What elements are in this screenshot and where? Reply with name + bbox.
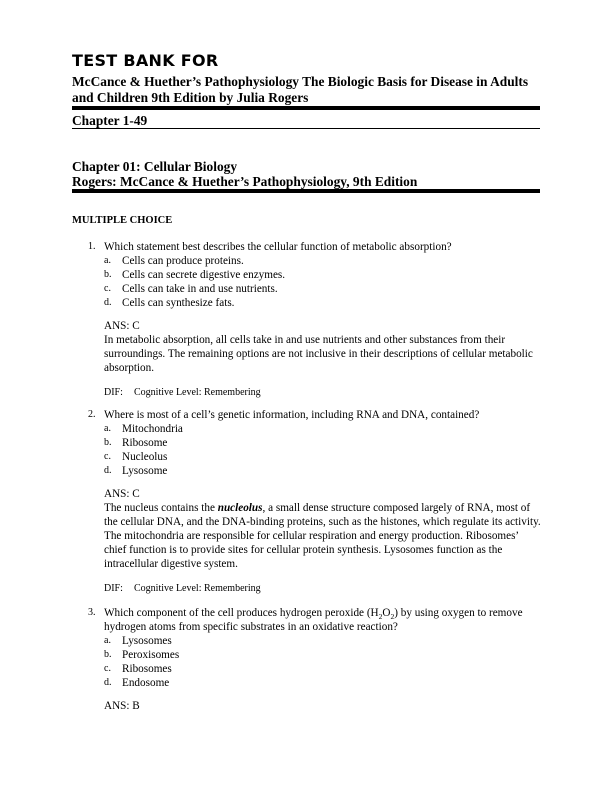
book-title: McCance & Huether’s Pathophysiology The Biologic Basis for Disease in Adults and Children 9th Edition by Julia Rogers [72, 74, 529, 105]
header-rule-thin [72, 128, 540, 129]
question-3 [88, 606, 543, 713]
option-text: Ribosome [122, 437, 168, 449]
chapter-rule [72, 189, 540, 193]
option-b [104, 648, 543, 662]
option-b [104, 268, 543, 282]
option-text: Mitochondria [122, 423, 183, 435]
question-2 [88, 408, 543, 596]
option-text: Cells can produce proteins. [122, 255, 244, 267]
option-letter: d. [104, 677, 112, 688]
option-letter: d. [104, 465, 112, 476]
question-number: 1. [88, 241, 96, 252]
option-letter: b. [104, 437, 112, 448]
answer: ANS: C [104, 488, 140, 500]
rationale [104, 501, 543, 571]
chapter-range: Chapter 1-49 [72, 113, 148, 128]
chapter-title: Chapter 01: Cellular Biology [72, 159, 238, 174]
stem-text: O [382, 607, 391, 619]
option-a [104, 254, 543, 268]
option-d [104, 464, 543, 478]
difficulty-value: Cognitive Level: Remembering [134, 387, 261, 398]
option-text: Lysosome [122, 465, 168, 477]
option-c [104, 450, 543, 464]
difficulty [104, 386, 543, 400]
option-a [104, 634, 543, 648]
question-stem [104, 606, 543, 634]
option-text: Endosome [122, 677, 170, 689]
option-letter: d. [104, 297, 112, 308]
difficulty [104, 582, 543, 596]
option-c [104, 282, 543, 296]
option-text: Cells can synthesize fats. [122, 297, 235, 309]
option-letter: a. [104, 255, 111, 266]
option-text: Cells can secrete digestive enzymes. [122, 269, 286, 281]
option-letter: b. [104, 649, 112, 660]
subscript: 2 [390, 612, 395, 622]
difficulty-label: DIF: [104, 387, 123, 398]
question-number: 2. [88, 409, 96, 420]
test-bank-title: TEST BANK FOR [72, 51, 219, 70]
option-text: Lysosomes [122, 635, 172, 647]
chapter-subtitle: Rogers: McCance & Huether’s Pathophysiology, 9th Edition [72, 174, 418, 189]
question-stem: Which statement best describes the cellular function of metabolic absorption? [104, 241, 452, 253]
option-text: Nucleolus [122, 451, 168, 463]
section-heading: MULTIPLE CHOICE [72, 215, 173, 226]
question-stem: Where is most of a cell’s genetic information, including RNA and DNA, contained? [104, 409, 480, 421]
option-letter: c. [104, 451, 111, 462]
option-d [104, 676, 543, 690]
option-text: Ribosomes [122, 663, 172, 675]
option-c [104, 662, 543, 676]
question-number: 3. [88, 607, 96, 618]
option-letter: c. [104, 663, 111, 674]
answer: ANS: C [104, 320, 140, 332]
stem-text: ) by using oxygen to remove hydrogen atoms from specific substrates in an oxidative reaction? [104, 607, 523, 633]
option-b [104, 436, 543, 450]
option-d [104, 296, 543, 310]
difficulty-label: DIF: [104, 583, 123, 594]
option-letter: a. [104, 635, 111, 646]
rationale: In metabolic absorption, all cells take in and use nutrients and other substances from their surroundings. The remaining options are not inclusive in their descriptions of cellular metabolic absorption. [104, 334, 533, 374]
header-rule-thick [72, 106, 540, 110]
rationale-text: The nucleus contains the [104, 502, 218, 514]
rationale-text: , a small dense structure composed largely of RNA, most of the cellular DNA, and the DNA-binding proteins, such as the histones, which regulate its activity. The mitochondria are responsible for cellular respiration and energy production. Ribosomes’ chief function is to provide sites for cellular protein synthesis. Lysosomes function as the intracellular digestive system. [104, 502, 541, 570]
option-letter: b. [104, 269, 112, 280]
stem-text: Which component of the cell produces hydrogen peroxide (H [104, 607, 379, 619]
rationale-emphasis: nucleolus [217, 502, 263, 514]
option-text: Peroxisomes [122, 649, 180, 661]
difficulty-value: Cognitive Level: Remembering [134, 583, 261, 594]
question-1 [88, 240, 543, 400]
option-text: Cells can take in and use nutrients. [122, 283, 278, 295]
subscript: 2 [378, 612, 383, 622]
answer: ANS: B [104, 700, 140, 712]
option-letter: a. [104, 423, 111, 434]
option-a [104, 422, 543, 436]
option-letter: c. [104, 283, 111, 294]
